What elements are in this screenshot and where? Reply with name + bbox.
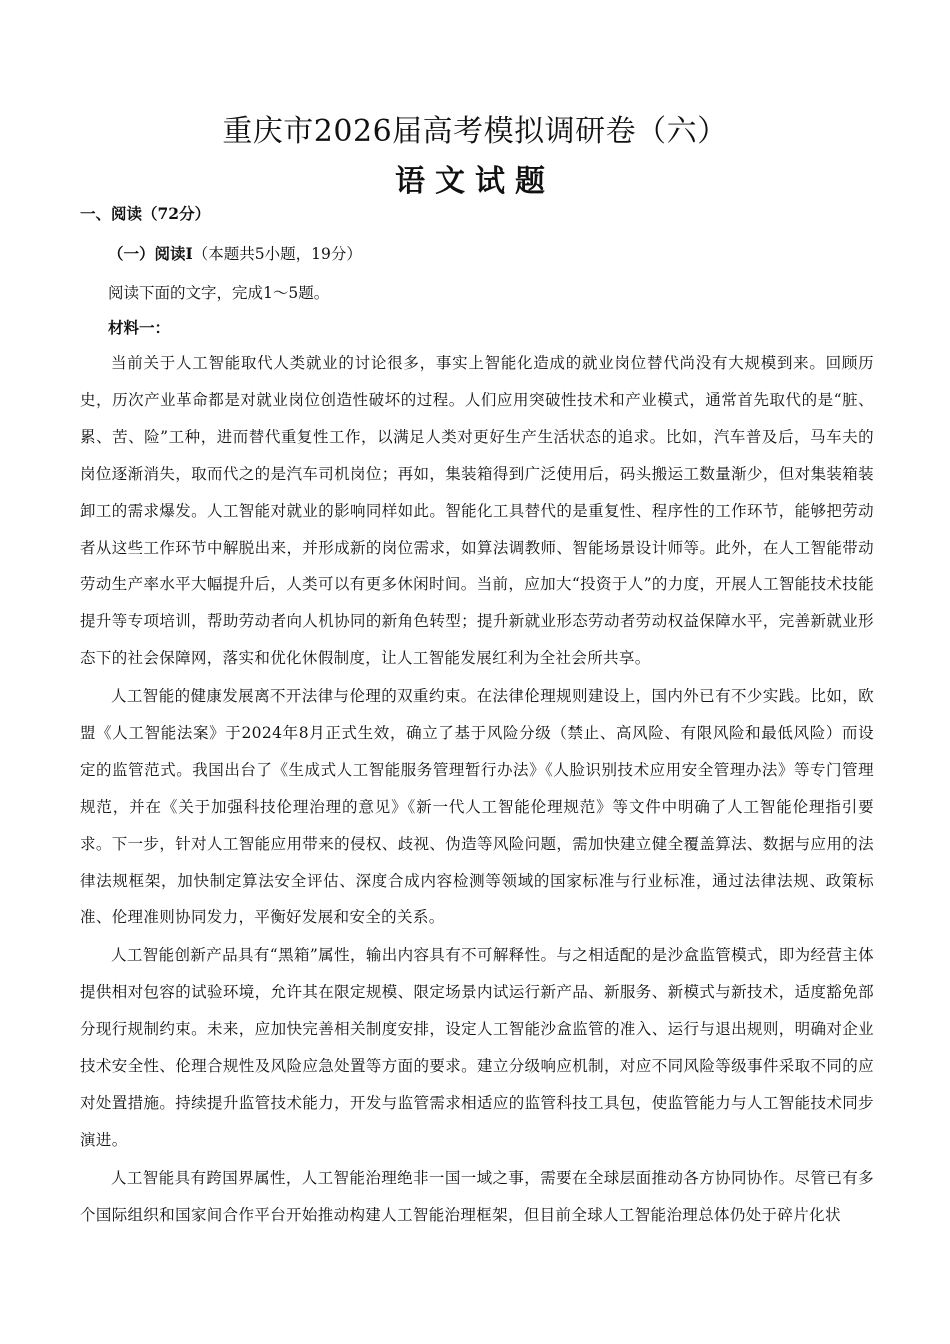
material-paragraph: 人工智能的健康发展离不开法律与伦理的双重约束。在法律伦理规则建设上，国内外已有不少实践。比如，欧盟《人工智能法案》于2024年8月正式生效，确立了基于风险分级（禁止、高风险、有限风险和最低风险）而设定的监管范式。我国出台了《生成式人工智能服务管理暂行办法》《人脸识别技术应用安全管理办法》等专门管理规范，并在《关于加强科技伦理治理的意见》《新一代人工智能伦理规范》等文件中明确了人工智能伦理指引要求。下一步，针对人工智能应用带来的侵权、歧视、伪造等风险问题，需加快建立健全覆盖算法、数据与应用的法律法规框架，加快制定算法安全评估、深度合成内容检测等领域的国家标准与行业标准，通过法律法规、政策标准、伦理准则协同发力，平衡好发展和安全的关系。 [80, 687, 874, 927]
subsection-title: （一）阅读Ⅰ [108, 244, 193, 263]
subsection-note: （本题共5小题，19分） [192, 245, 362, 263]
exam-title: 重庆市2026届高考模拟调研卷（六） [222, 114, 728, 149]
subject-title: 语文试题 [395, 164, 555, 199]
reading-instruction: 阅读下面的文字，完成1～5题。 [108, 284, 330, 302]
material-label: 材料一： [108, 318, 171, 337]
material-paragraph: 当前关于人工智能取代人类就业的讨论很多，事实上智能化造成的就业岗位替代尚没有大规模到来。回顾历史，历次产业革命都是对就业岗位创造性破坏的过程。人们应用突破性技术和产业模式，通常首先取代的是“脏、累、苦、险”工种，进而替代重复性工作，以满足人类对更好生产生活状态的追求。比如，汽车普及后，马车夫的岗位逐渐消失，取而代之的是汽车司机岗位；再如，集装箱得到广泛使用后，码头搬运工数量渐少，但对集装箱装卸工的需求爆发。人工智能对就业的影响同样如此。智能化工具替代的是重复性、程序性的工作环节，能够把劳动者从这些工作环节中解脱出来，并形成新的岗位需求，如算法调教师、智能场景设计师等。此外，在人工智能带动劳动生产率水平大幅提升后，人类可以有更多休闲时间。当前，应加大“投资于人”的力度，开展人工智能技术技能提升等专项培训，帮助劳动者向人机协同的新角色转型；提升新就业形态劳动者劳动权益保障水平，完善新就业形态下的社会保障网，落实和优化休假制度，让人工智能发展红利为全社会所共享。 [80, 354, 874, 668]
material-paragraph: 人工智能具有跨国界属性，人工智能治理绝非一国一域之事，需要在全球层面推动各方协同协作。尽管已有多个国际组织和国家间合作平台开始推动构建人工智能治理框架，但目前全球人工智能治理总体仍处于碎片化状 [80, 1169, 874, 1224]
subsection-heading [108, 240, 362, 268]
material-paragraph: 人工智能创新产品具有“黑箱”属性，输出内容具有不可解释性。与之相适配的是沙盒监管模式，即为经营主体提供相对包容的试验环境，允许其在限定规模、限定场景内试运行新产品、新服务、新模式与新技术，适度豁免部分现行规制约束。未来，应加快完善相关制度安排，设定人工智能沙盒监管的准入、运行与退出规则，明确对企业技术安全性、伦理合规性及风险应急处置等方面的要求。建立分级响应机制，对应不同风险等级事件采取不同的应对处置措施。持续提升监管技术能力，开发与监管需求相适应的监管科技工具包，使监管能力与人工智能技术同步演进。 [80, 946, 874, 1149]
section-heading: 一、阅读（72分） [80, 204, 211, 223]
